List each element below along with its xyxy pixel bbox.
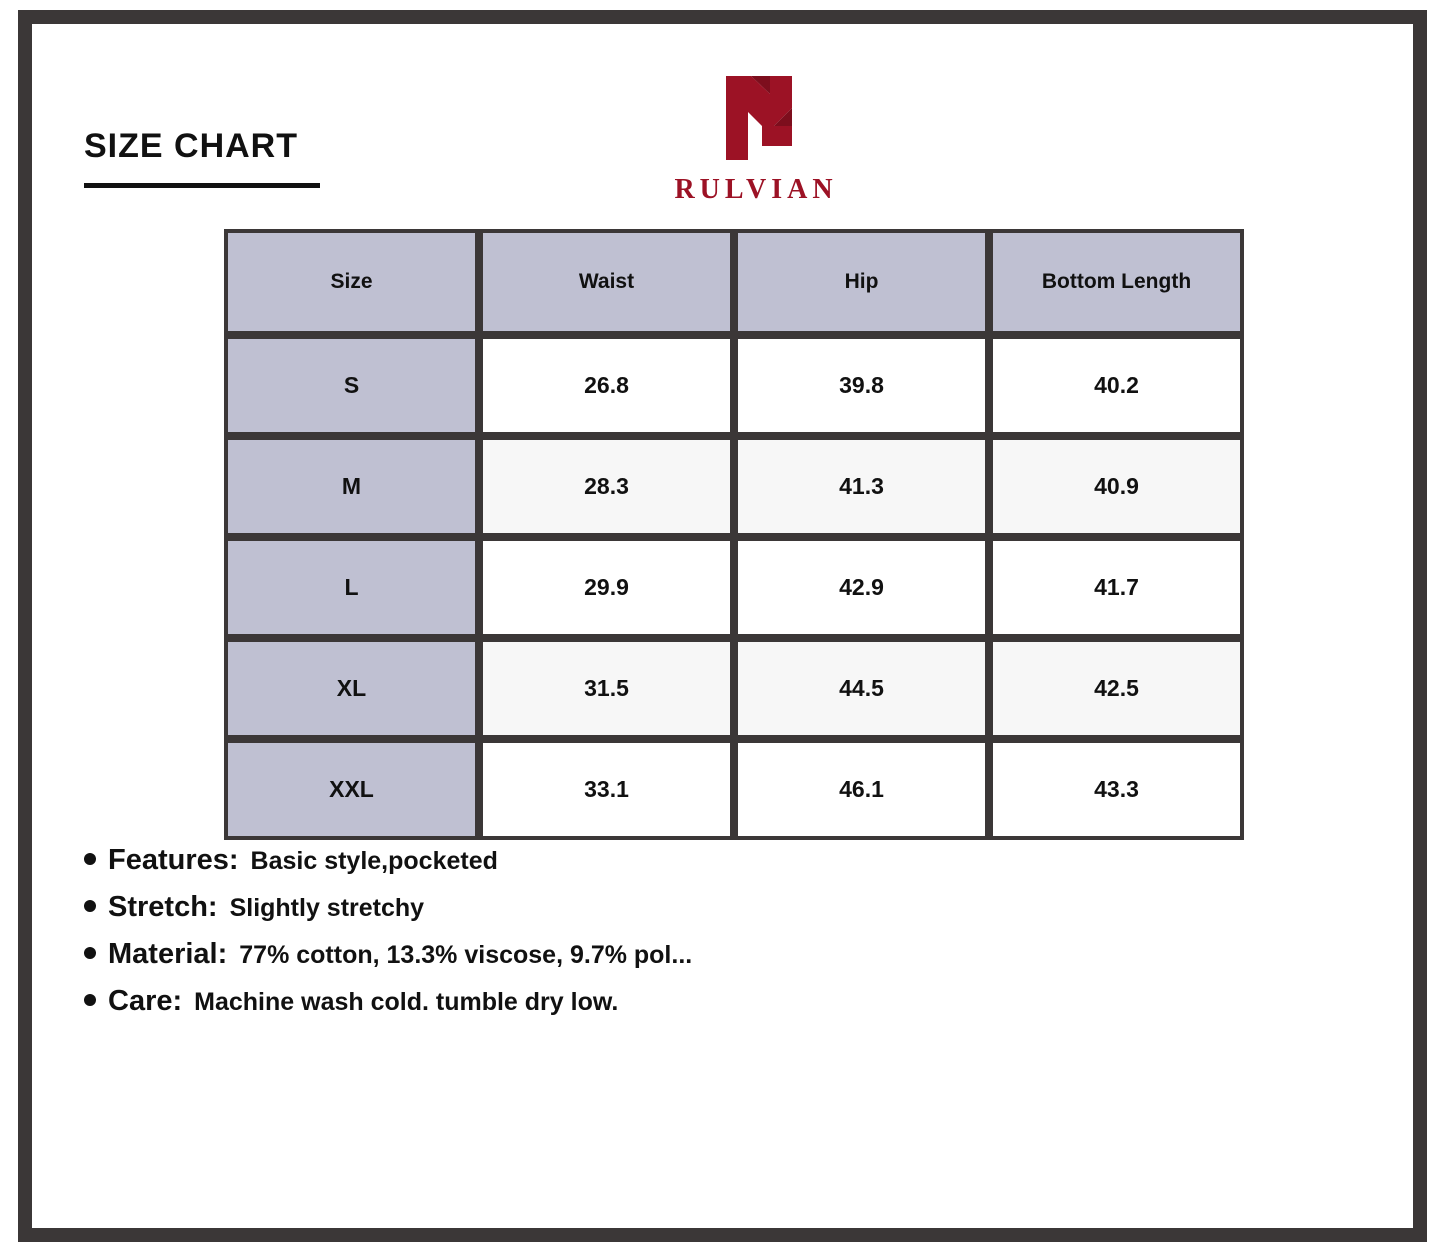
cell-waist: 26.8 <box>479 335 734 436</box>
page-title: SIZE CHART <box>84 127 298 165</box>
column-header-bottom-length: Bottom Length <box>989 229 1244 335</box>
table-header-row <box>224 229 1244 335</box>
title-underline <box>84 183 320 188</box>
column-header-size: Size <box>224 229 479 335</box>
size-table-wrapper <box>224 229 1244 840</box>
bullet-icon <box>84 900 96 912</box>
cell-size: XL <box>224 638 479 739</box>
cell-bottom-length: 40.2 <box>989 335 1244 436</box>
column-header-waist: Waist <box>479 229 734 335</box>
cell-bottom-length: 42.5 <box>989 638 1244 739</box>
cell-waist: 31.5 <box>479 638 734 739</box>
cell-hip: 46.1 <box>734 739 989 840</box>
cell-bottom-length: 40.9 <box>989 436 1244 537</box>
table-row <box>224 537 1244 638</box>
list-item <box>84 891 1284 924</box>
detail-label: Stretch: <box>108 891 218 923</box>
detail-value: 77% cotton, 13.3% viscose, 9.7% pol... <box>239 941 693 969</box>
detail-label: Features: <box>108 844 239 876</box>
detail-value: Basic style,pocketed <box>250 847 498 875</box>
table-row <box>224 436 1244 537</box>
cell-size: S <box>224 335 479 436</box>
table-row <box>224 638 1244 739</box>
cell-size: XXL <box>224 739 479 840</box>
table-row <box>224 335 1244 436</box>
cell-waist: 33.1 <box>479 739 734 840</box>
brand-logo-block <box>636 68 876 206</box>
bullet-icon <box>84 947 96 959</box>
page-border-frame <box>18 10 1427 1242</box>
list-item <box>84 844 1284 877</box>
list-item <box>84 985 1284 1018</box>
detail-label: Material: <box>108 938 228 970</box>
cell-hip: 41.3 <box>734 436 989 537</box>
cell-size: M <box>224 436 479 537</box>
size-table <box>224 229 1244 840</box>
cell-waist: 29.9 <box>479 537 734 638</box>
title-block <box>84 129 320 188</box>
cell-hip: 44.5 <box>734 638 989 739</box>
column-header-hip: Hip <box>734 229 989 335</box>
brand-name: RULVIAN <box>674 174 838 205</box>
bullet-icon <box>84 853 96 865</box>
cell-hip: 42.9 <box>734 537 989 638</box>
bullet-icon <box>84 994 96 1006</box>
rulvian-r-logo-icon <box>696 68 816 168</box>
cell-size: L <box>224 537 479 638</box>
cell-bottom-length: 43.3 <box>989 739 1244 840</box>
cell-hip: 39.8 <box>734 335 989 436</box>
table-row <box>224 739 1244 840</box>
list-item <box>84 938 1284 971</box>
detail-value: Slightly stretchy <box>229 894 425 922</box>
detail-value: Machine wash cold. tumble dry low. <box>194 988 619 1016</box>
product-details-list <box>84 844 1284 1032</box>
cell-waist: 28.3 <box>479 436 734 537</box>
cell-bottom-length: 41.7 <box>989 537 1244 638</box>
detail-label: Care: <box>108 985 183 1017</box>
